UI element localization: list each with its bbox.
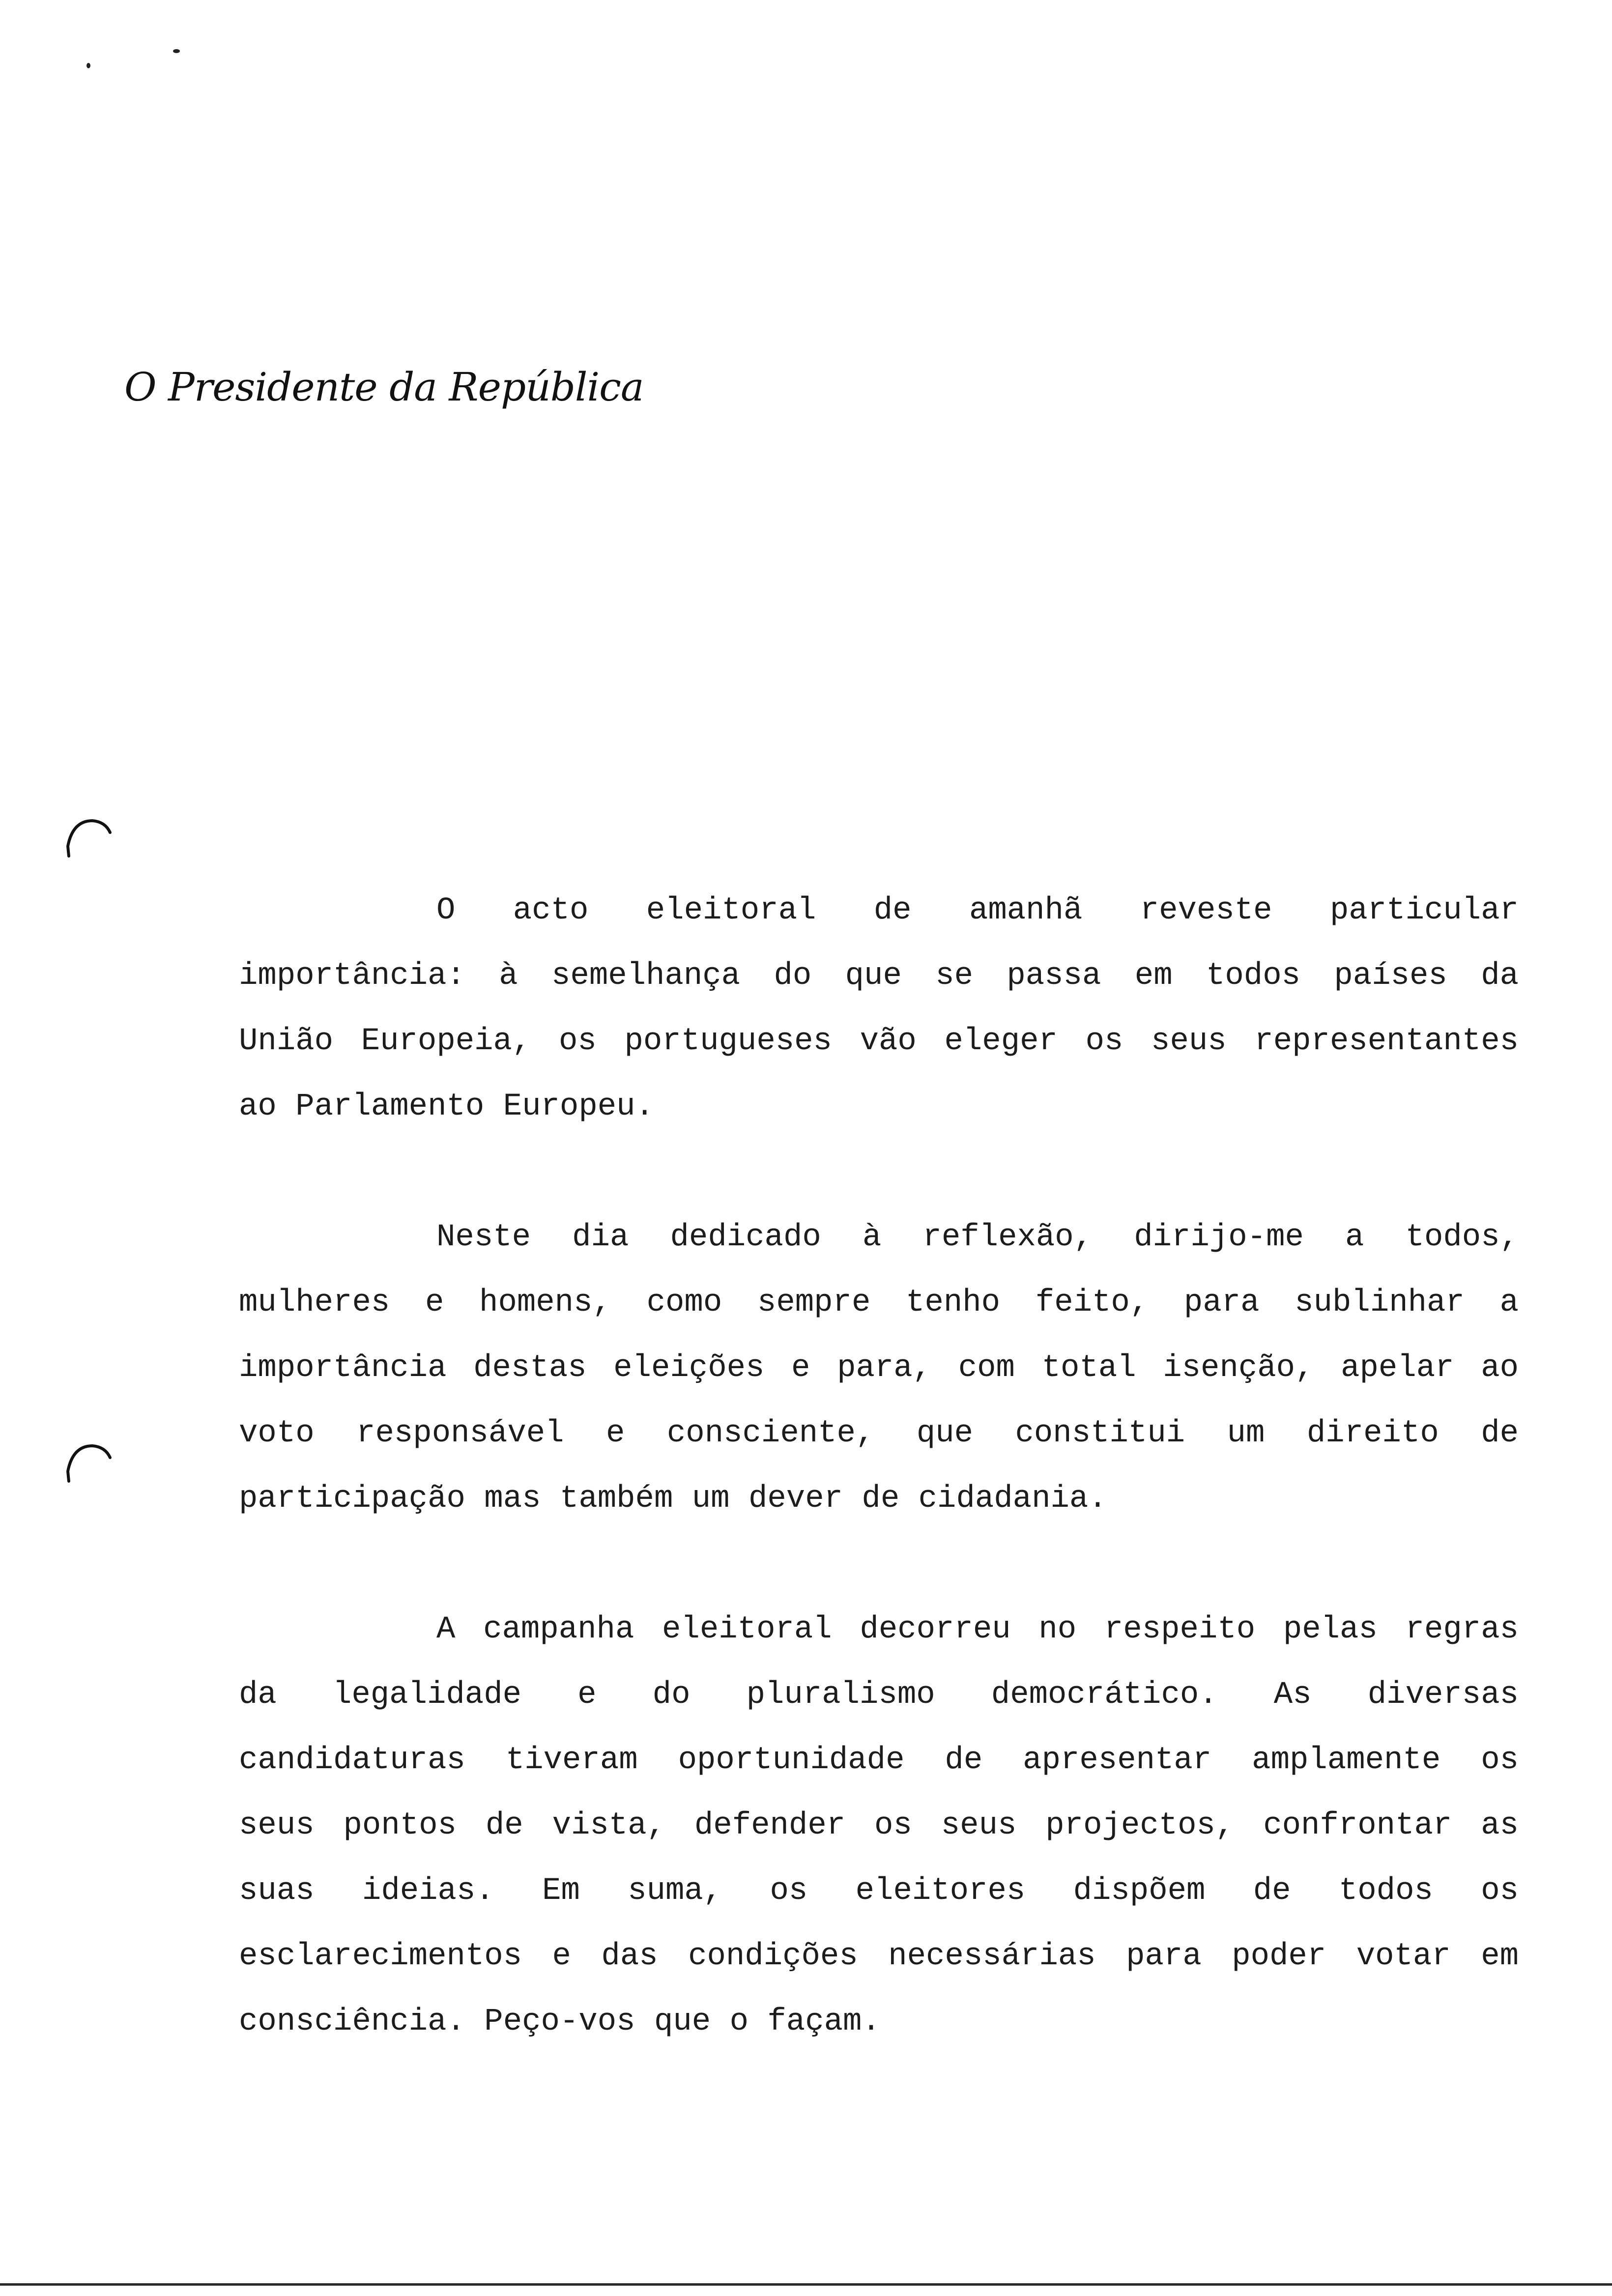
document-body (239, 878, 1519, 2120)
text-line: candidaturas tiveram oportunidade de apresentar amplamente os (239, 1743, 1519, 1778)
text-line: Neste dia dedicado à reflexão, dirijo-me a todos, (436, 1220, 1519, 1255)
text-line: O acto eleitoral de amanhã reveste particular (436, 893, 1519, 928)
text-line: da legalidade e do pluralismo democrático. As diversas (239, 1677, 1519, 1713)
punch-hole-mark (64, 1441, 113, 1490)
text-line: seus pontos de vista, defender os seus projectos, confrontar as (239, 1808, 1519, 1843)
paragraph-1 (239, 878, 1519, 1140)
scan-speck (173, 49, 180, 53)
text-line: ao Parlamento Europeu. (239, 1089, 654, 1124)
text-line: suas ideias. Em suma, os eleitores dispõem de todos os (239, 1873, 1519, 1909)
text-line: esclarecimentos e das condições necessárias para poder votar em (239, 1939, 1519, 1974)
text-line: A campanha eleitoral decorreu no respeito pelas regras (436, 1612, 1519, 1647)
letterhead-title: O Presidente da República (124, 364, 644, 410)
paragraph-3 (239, 1597, 1519, 2055)
text-line: voto responsável e consciente, que constitui um direito de (239, 1416, 1519, 1451)
scan-speck (86, 63, 90, 68)
text-line: consciência. Peço-vos que o façam. (239, 2004, 881, 2039)
text-line: importância: à semelhança do que se passa em todos países da (239, 958, 1519, 994)
text-line: importância destas eleições e para, com total isenção, apelar ao (239, 1350, 1519, 1386)
text-line: mulheres e homens, como sempre tenho feito, para sublinhar a (239, 1285, 1519, 1320)
text-line: União Europeia, os portugueses vão eleger os seus representantes (239, 1024, 1519, 1059)
text-line: participação mas também um dever de cidadania. (239, 1481, 1107, 1517)
scan-edge-line (0, 2283, 1612, 2286)
paragraph-2 (239, 1205, 1519, 1532)
punch-hole-mark (64, 816, 113, 865)
